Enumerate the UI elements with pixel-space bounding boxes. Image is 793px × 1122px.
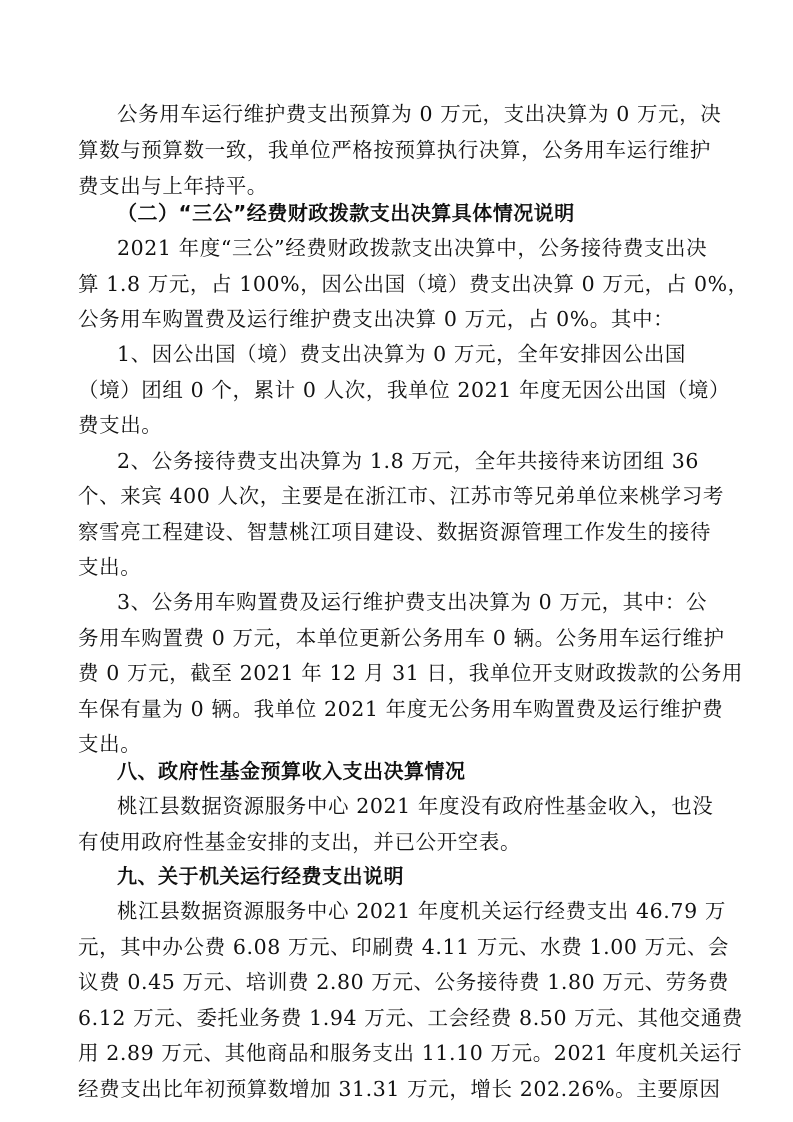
paragraph-line: 个、来宾 400 人次，主要是在浙江市、江苏市等兄弟单位来桃学习考 — [78, 484, 724, 508]
paragraph-line: 经费支出比年初预算数增加 31.31 万元，增长 202.26%。主要原因 — [78, 1077, 721, 1101]
paragraph-line: 公务用车购置费及运行维护费支出决算 0 万元，占 0%。其中： — [78, 307, 675, 331]
paragraph-line: 费 0 万元，截至 2021 年 12 月 31 日，我单位开支财政拨款的公务用 — [78, 661, 744, 685]
paragraph-line: 3、公务用车购置费及运行维护费支出决算为 0 万元，其中：公 — [117, 590, 708, 614]
paragraph-line: 有使用政府性基金安排的支出，并已公开空表。 — [78, 830, 522, 854]
paragraph-line: 支出。 — [78, 732, 142, 756]
paragraph-line: 元，其中办公费 6.08 万元、印刷费 4.11 万元、水费 1.00 万元、会 — [78, 935, 730, 959]
paragraph-line: 1、因公出国（境）费支出决算为 0 万元，全年安排因公出国 — [117, 342, 687, 366]
paragraph-line: 公务用车运行维护费支出预算为 0 万元，支出决算为 0 万元，决 — [117, 102, 722, 126]
section-heading: 八、政府性基金预算收入支出决算情况 — [117, 759, 466, 783]
paragraph-line: 费支出与上年持平。 — [78, 174, 268, 198]
paragraph-line: 2、公务接待费支出决算为 1.8 万元，全年共接待来访团组 36 — [117, 449, 699, 473]
paragraph-line: 车保有量为 0 辆。我单位 2021 年度无公务用车购置费及运行维护费 — [78, 697, 724, 721]
paragraph-line: 费支出。 — [78, 413, 163, 437]
paragraph-line: 算数与预算数一致，我单位严格按预算执行决算，公务用车运行维护 — [78, 138, 711, 162]
paragraph-line: 桃江县数据资源服务中心 2021 年度没有政府性基金收入，也没 — [117, 794, 714, 818]
paragraph-line: 议费 0.45 万元、培训费 2.80 万元、公务接待费 1.80 万元、劳务费 — [78, 970, 730, 994]
paragraph-line: 算 1.8 万元，占 100%，因公出国（境）费支出决算 0 万元，占 0%， — [78, 272, 749, 296]
paragraph-line: 6.12 万元、委托业务费 1.94 万元、工会经费 8.50 万元、其他交通费 — [78, 1006, 744, 1030]
paragraph-line: 支出。 — [78, 555, 142, 579]
paragraph-line: 察雪亮工程建设、智慧桃江项目建设、数据资源管理工作发生的接待 — [78, 520, 711, 544]
paragraph-line: （境）团组 0 个，累计 0 人次，我单位 2021 年度无因公出国（境） — [78, 378, 731, 402]
section-heading: 九、关于机关运行经费支出说明 — [117, 864, 404, 888]
paragraph-line: 务用车购置费 0 万元，本单位更新公务用车 0 辆。公务用车运行维护 — [78, 626, 725, 650]
paragraph-line: 2021 年度“三公”经费财政拨款支出决算中，公务接待费支出决 — [117, 236, 708, 260]
section-heading: （二）“三公”经费财政拨款支出决算具体情况说明 — [117, 201, 575, 225]
paragraph-line: 用 2.89 万元、其他商品和服务支出 11.10 万元。2021 年度机关运行 — [78, 1041, 743, 1065]
paragraph-line: 桃江县数据资源服务中心 2021 年度机关运行经费支出 46.79 万 — [117, 899, 726, 923]
